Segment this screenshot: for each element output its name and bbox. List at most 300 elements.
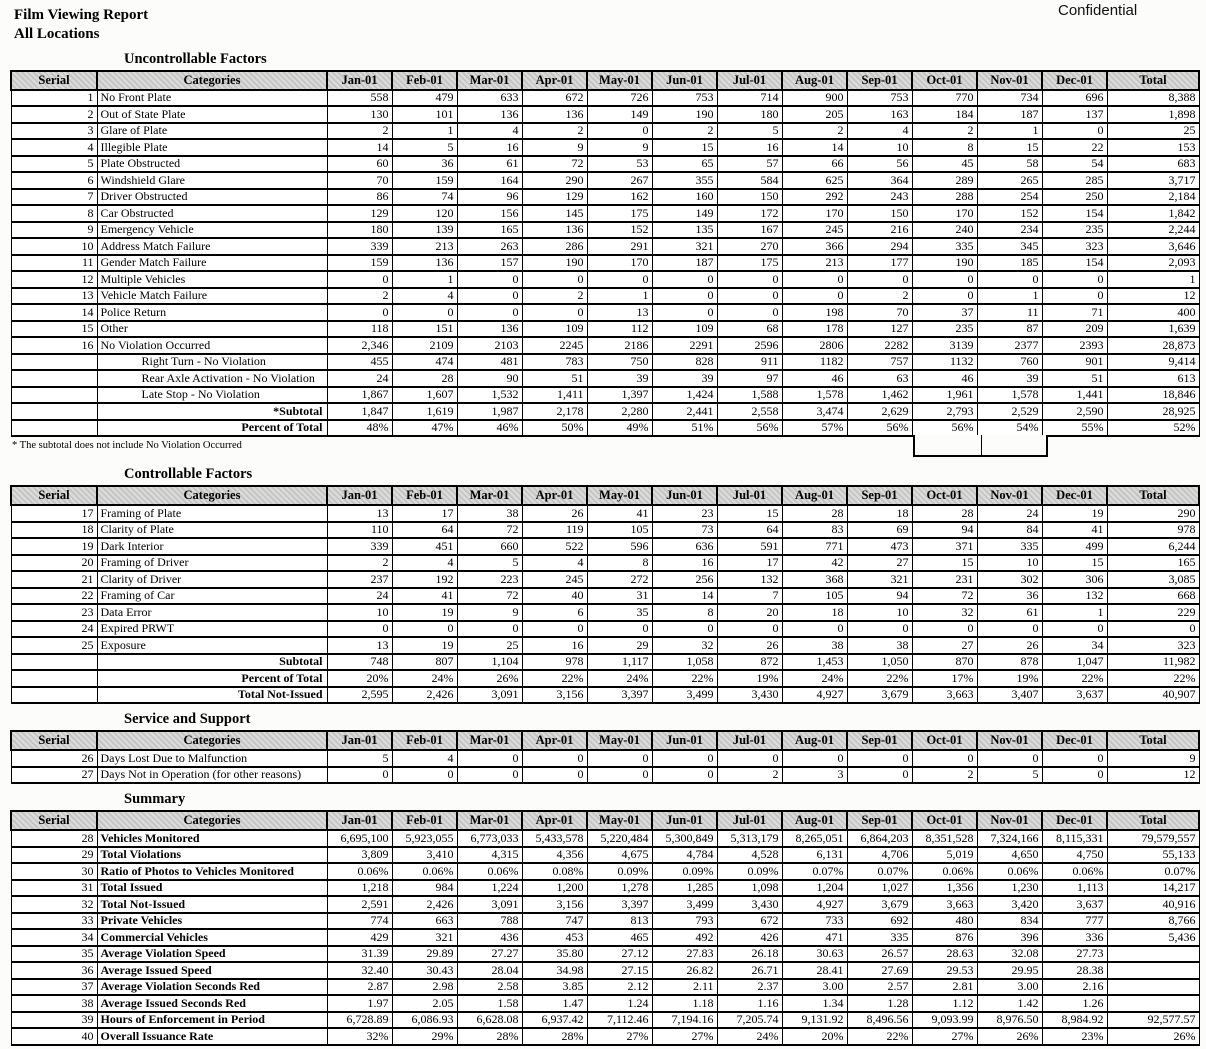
column-header: Serial (11, 811, 97, 830)
value-cell: 13 (327, 505, 392, 522)
table-row (11, 621, 1199, 638)
value-cell: 3,679 (847, 896, 912, 913)
table-row (11, 654, 1199, 671)
table-row (11, 337, 1199, 354)
value-cell: 136 (522, 222, 587, 239)
value-cell: 0.06% (912, 863, 977, 880)
category-cell: Multiple Vehicles (97, 271, 327, 288)
column-header: Total (1107, 731, 1199, 750)
value-cell: 39 (652, 370, 717, 387)
table-row (11, 896, 1199, 913)
value-cell: 747 (522, 913, 587, 930)
table-row (11, 588, 1199, 605)
value-cell: 187 (977, 106, 1042, 123)
category-cell: Plate Obstructed (97, 156, 327, 173)
value-cell: 28.63 (912, 946, 977, 963)
value-cell: 5,300,849 (652, 830, 717, 847)
value-cell: 27 (912, 637, 977, 654)
value-cell: 272 (587, 571, 652, 588)
serial-cell: 34 (11, 929, 97, 946)
value-cell: 4,927 (782, 896, 847, 913)
column-header: Categories (97, 71, 327, 90)
column-header: Apr-01 (522, 731, 587, 750)
value-cell: 29% (392, 1028, 457, 1045)
table-row (11, 205, 1199, 222)
value-cell: 0 (522, 271, 587, 288)
value-cell: 771 (782, 538, 847, 555)
value-cell: 3,499 (652, 896, 717, 913)
value-cell: 216 (847, 222, 912, 239)
serial-cell: 26 (11, 750, 97, 767)
value-cell: 170 (587, 255, 652, 272)
value-cell: 5,313,179 (717, 830, 782, 847)
value-cell: 0 (847, 750, 912, 767)
value-cell: 0 (717, 750, 782, 767)
value-cell: 213 (782, 255, 847, 272)
value-cell: 368 (782, 571, 847, 588)
value-cell: 0 (522, 304, 587, 321)
serial-cell (11, 654, 97, 671)
value-cell: 41 (587, 505, 652, 522)
value-cell: 118 (327, 321, 392, 338)
serial-cell (11, 403, 97, 420)
value-cell: 1.12 (912, 995, 977, 1012)
value-cell: 61 (457, 156, 522, 173)
value-cell: 0 (717, 271, 782, 288)
category-cell: Private Vehicles (97, 913, 327, 930)
value-cell: 35 (587, 604, 652, 621)
header-row (11, 486, 1199, 505)
table-row (11, 505, 1199, 522)
total-cell: 22% (1107, 670, 1199, 687)
value-cell: 750 (587, 354, 652, 371)
value-cell: 4,315 (457, 847, 522, 864)
value-cell: 306 (1042, 571, 1107, 588)
value-cell: 26.82 (652, 962, 717, 979)
value-cell: 2393 (1042, 337, 1107, 354)
serial-cell: 11 (11, 255, 97, 272)
value-cell: 1,847 (327, 403, 392, 420)
value-cell: 285 (1042, 172, 1107, 189)
value-cell: 4 (522, 555, 587, 572)
value-cell: 7,194.16 (652, 1012, 717, 1029)
serial-cell: 22 (11, 588, 97, 605)
value-cell: 753 (847, 90, 912, 107)
value-cell: 714 (717, 90, 782, 107)
category-cell: Vehicles Monitored (97, 830, 327, 847)
value-cell: 8 (912, 139, 977, 156)
value-cell: 1 (1042, 604, 1107, 621)
column-header: Jan-01 (327, 811, 392, 830)
value-cell: 770 (912, 90, 977, 107)
value-cell: 3,809 (327, 847, 392, 864)
table-row (11, 1012, 1199, 1029)
value-cell: 65 (652, 156, 717, 173)
value-cell: 0.06% (1042, 863, 1107, 880)
value-cell: 24 (977, 505, 1042, 522)
category-cell: Framing of Plate (97, 505, 327, 522)
value-cell: 3,637 (1042, 896, 1107, 913)
value-cell: 27 (847, 555, 912, 572)
value-cell: 1,987 (457, 403, 522, 420)
value-cell: 32% (327, 1028, 392, 1045)
value-cell: 72 (457, 588, 522, 605)
serial-cell: 25 (11, 637, 97, 654)
value-cell: 24% (587, 670, 652, 687)
value-cell: 2377 (977, 337, 1042, 354)
value-cell: 15 (912, 555, 977, 572)
value-cell: 1,113 (1042, 880, 1107, 897)
value-cell: 3139 (912, 337, 977, 354)
value-cell: 152 (587, 222, 652, 239)
total-cell: 14,217 (1107, 880, 1199, 897)
value-cell: 2,178 (522, 403, 587, 420)
value-cell: 828 (652, 354, 717, 371)
value-cell: 18 (782, 604, 847, 621)
value-cell: 1,356 (912, 880, 977, 897)
value-cell: 34 (1042, 637, 1107, 654)
value-cell: 120 (392, 205, 457, 222)
value-cell: 1.18 (652, 995, 717, 1012)
empty-stub-box (913, 435, 1048, 457)
value-cell: 27% (587, 1028, 652, 1045)
serial-cell: 28 (11, 830, 97, 847)
value-cell: 49% (587, 420, 652, 437)
value-cell: 19 (392, 637, 457, 654)
table-row (11, 189, 1199, 206)
column-header: Apr-01 (522, 811, 587, 830)
category-cell: Average Violation Seconds Red (97, 979, 327, 996)
value-cell: 28 (782, 505, 847, 522)
value-cell: 265 (977, 172, 1042, 189)
value-cell: 290 (522, 172, 587, 189)
category-cell: Out of State Plate (97, 106, 327, 123)
value-cell: 2245 (522, 337, 587, 354)
value-cell: 1,532 (457, 387, 522, 404)
value-cell: 3.85 (522, 979, 587, 996)
table-row (11, 880, 1199, 897)
value-cell: 0.06% (327, 863, 392, 880)
value-cell: 20% (782, 1028, 847, 1045)
value-cell: 46 (912, 370, 977, 387)
value-cell: 692 (847, 913, 912, 930)
value-cell: 1,867 (327, 387, 392, 404)
value-cell: 3,091 (457, 687, 522, 704)
value-cell: 237 (327, 571, 392, 588)
value-cell: 1.97 (327, 995, 392, 1012)
column-header: Mar-01 (457, 731, 522, 750)
value-cell: 733 (782, 913, 847, 930)
value-cell: 0 (652, 304, 717, 321)
value-cell: 1,058 (652, 654, 717, 671)
value-cell: 5 (327, 750, 392, 767)
value-cell: 1.26 (1042, 995, 1107, 1012)
serial-cell: 6 (11, 172, 97, 189)
column-header: Dec-01 (1042, 811, 1107, 830)
column-header: Jul-01 (717, 71, 782, 90)
serial-cell: 7 (11, 189, 97, 206)
value-cell: 5 (717, 123, 782, 140)
value-cell: 1,578 (782, 387, 847, 404)
value-cell: 24 (327, 370, 392, 387)
value-cell: 28.38 (1042, 962, 1107, 979)
value-cell: 5 (977, 767, 1042, 784)
value-cell: 56 (847, 156, 912, 173)
value-cell: 788 (457, 913, 522, 930)
value-cell: 335 (847, 929, 912, 946)
table-row (11, 139, 1199, 156)
value-cell: 1.42 (977, 995, 1042, 1012)
value-cell: 3,474 (782, 403, 847, 420)
section-heading-service-support: Service and Support (124, 711, 251, 727)
value-cell: 3,663 (912, 896, 977, 913)
summary-table-container (6, 810, 1200, 1046)
value-cell: 63 (847, 370, 912, 387)
table-row (11, 913, 1199, 930)
uncontrollable-factors-table-container (6, 70, 1200, 438)
value-cell: 167 (717, 222, 782, 239)
value-cell: 136 (392, 255, 457, 272)
column-header: Total (1107, 486, 1199, 505)
value-cell: 0 (717, 288, 782, 305)
value-cell: 0 (912, 288, 977, 305)
value-cell: 7,205.74 (717, 1012, 782, 1029)
column-header: Oct-01 (912, 486, 977, 505)
value-cell: 10 (327, 604, 392, 621)
value-cell: 0 (1042, 271, 1107, 288)
value-cell: 27.83 (652, 946, 717, 963)
value-cell: 0.06% (392, 863, 457, 880)
value-cell: 172 (717, 205, 782, 222)
value-cell: 6,937.42 (522, 1012, 587, 1029)
value-cell: 137 (1042, 106, 1107, 123)
value-cell: 39 (587, 370, 652, 387)
value-cell: 130 (327, 106, 392, 123)
value-cell: 6,086.93 (392, 1012, 457, 1029)
column-header: Apr-01 (522, 486, 587, 505)
value-cell: 223 (457, 571, 522, 588)
value-cell: 0 (1042, 288, 1107, 305)
total-cell: 9,414 (1107, 354, 1199, 371)
value-cell: 38 (457, 505, 522, 522)
value-cell: 1,453 (782, 654, 847, 671)
value-cell: 3,407 (977, 687, 1042, 704)
value-cell: 60 (327, 156, 392, 173)
value-cell: 2,529 (977, 403, 1042, 420)
value-cell: 2 (327, 123, 392, 140)
value-cell: 426 (717, 929, 782, 946)
value-cell: 3,430 (717, 896, 782, 913)
value-cell: 3.00 (977, 979, 1042, 996)
serial-cell: 23 (11, 604, 97, 621)
total-cell: 3,717 (1107, 172, 1199, 189)
table-row (11, 370, 1199, 387)
table-row (11, 387, 1199, 404)
value-cell: 499 (1042, 538, 1107, 555)
value-cell: 87 (977, 321, 1042, 338)
value-cell: 22% (847, 1028, 912, 1045)
value-cell: 2103 (457, 337, 522, 354)
serial-cell: 3 (11, 123, 97, 140)
value-cell: 1,050 (847, 654, 912, 671)
value-cell: 54% (977, 420, 1042, 437)
value-cell: 366 (782, 238, 847, 255)
value-cell: 870 (912, 654, 977, 671)
value-cell: 672 (522, 90, 587, 107)
value-cell: 47% (392, 420, 457, 437)
value-cell: 74 (392, 189, 457, 206)
serial-cell: 21 (11, 571, 97, 588)
serial-cell: 16 (11, 337, 97, 354)
value-cell: 2,441 (652, 403, 717, 420)
value-cell: 29.53 (912, 962, 977, 979)
value-cell: 625 (782, 172, 847, 189)
value-cell: 41 (392, 588, 457, 605)
value-cell: 29 (587, 637, 652, 654)
category-cell: Illegible Plate (97, 139, 327, 156)
value-cell: 23% (1042, 1028, 1107, 1045)
value-cell: 813 (587, 913, 652, 930)
value-cell: 453 (522, 929, 587, 946)
value-cell: 2291 (652, 337, 717, 354)
value-cell: 1.34 (782, 995, 847, 1012)
value-cell: 149 (587, 106, 652, 123)
column-header: Jul-01 (717, 486, 782, 505)
value-cell: 1 (977, 288, 1042, 305)
column-header: Sep-01 (847, 486, 912, 505)
value-cell: 26.71 (717, 962, 782, 979)
table-row (11, 604, 1199, 621)
value-cell: 13 (327, 637, 392, 654)
value-cell: 774 (327, 913, 392, 930)
column-header: Nov-01 (977, 71, 1042, 90)
value-cell: 900 (782, 90, 847, 107)
value-cell: 26% (977, 1028, 1042, 1045)
value-cell: 180 (717, 106, 782, 123)
category-cell: Vehicle Match Failure (97, 288, 327, 305)
value-cell: 3,397 (587, 687, 652, 704)
column-header: May-01 (587, 486, 652, 505)
column-header: Oct-01 (912, 731, 977, 750)
value-cell: 38 (847, 637, 912, 654)
category-cell: Percent of Total (97, 420, 327, 437)
value-cell: 105 (782, 588, 847, 605)
value-cell: 24 (327, 588, 392, 605)
value-cell: 22% (522, 670, 587, 687)
serial-cell: 12 (11, 271, 97, 288)
value-cell: 28% (522, 1028, 587, 1045)
value-cell: 4,356 (522, 847, 587, 864)
page-title: Film Viewing Report (14, 7, 149, 23)
value-cell: 2 (522, 288, 587, 305)
column-header: Aug-01 (782, 486, 847, 505)
total-cell: 323 (1107, 637, 1199, 654)
value-cell: 4 (392, 555, 457, 572)
column-header: Apr-01 (522, 71, 587, 90)
value-cell: 4,675 (587, 847, 652, 864)
value-cell: 2.11 (652, 979, 717, 996)
value-cell: 267 (587, 172, 652, 189)
category-cell: Data Error (97, 604, 327, 621)
value-cell: 0 (977, 621, 1042, 638)
value-cell: 243 (847, 189, 912, 206)
value-cell: 1.47 (522, 995, 587, 1012)
value-cell: 31.39 (327, 946, 392, 963)
value-cell: 159 (327, 255, 392, 272)
value-cell: 474 (392, 354, 457, 371)
value-cell: 129 (522, 189, 587, 206)
value-cell: 19 (392, 604, 457, 621)
table-row (11, 522, 1199, 539)
value-cell: 22% (1042, 670, 1107, 687)
value-cell: 0 (652, 271, 717, 288)
category-cell: Commercial Vehicles (97, 929, 327, 946)
value-cell: 1 (392, 271, 457, 288)
value-cell: 2.37 (717, 979, 782, 996)
value-cell: 2.98 (392, 979, 457, 996)
value-cell: 136 (522, 106, 587, 123)
value-cell: 61 (977, 604, 1042, 621)
value-cell: 3 (782, 767, 847, 784)
header-row (11, 71, 1199, 90)
value-cell: 757 (847, 354, 912, 371)
total-cell: 2,184 (1107, 189, 1199, 206)
value-cell: 0 (912, 271, 977, 288)
value-cell: 1,218 (327, 880, 392, 897)
table-row (11, 304, 1199, 321)
value-cell: 289 (912, 172, 977, 189)
column-header: Aug-01 (782, 71, 847, 90)
value-cell: 23 (652, 505, 717, 522)
value-cell: 175 (717, 255, 782, 272)
value-cell: 72 (522, 156, 587, 173)
value-cell: 1,424 (652, 387, 717, 404)
value-cell: 164 (457, 172, 522, 189)
value-cell: 109 (522, 321, 587, 338)
column-header: Dec-01 (1042, 731, 1107, 750)
column-header: Sep-01 (847, 731, 912, 750)
column-header: Jul-01 (717, 731, 782, 750)
total-cell: 79,579,557 (1107, 830, 1199, 847)
value-cell: 4 (392, 750, 457, 767)
value-cell: 6,131 (782, 847, 847, 864)
category-cell: Windshield Glare (97, 172, 327, 189)
serial-cell: 32 (11, 896, 97, 913)
value-cell: 31 (587, 588, 652, 605)
total-cell: 8,388 (1107, 90, 1199, 107)
value-cell: 156 (457, 205, 522, 222)
value-cell: 0 (652, 767, 717, 784)
value-cell: 35.80 (522, 946, 587, 963)
value-cell: 184 (912, 106, 977, 123)
confidential-label: Confidential (1058, 2, 1138, 19)
value-cell: 139 (392, 222, 457, 239)
value-cell: 371 (912, 538, 977, 555)
value-cell: 10 (847, 604, 912, 621)
total-cell (1107, 995, 1199, 1012)
column-header: Jul-01 (717, 811, 782, 830)
value-cell: 41 (1042, 522, 1107, 539)
uncontrollable-table (10, 70, 1200, 438)
value-cell: 0 (1042, 123, 1107, 140)
value-cell: 8 (652, 604, 717, 621)
value-cell: 149 (652, 205, 717, 222)
value-cell: 9 (587, 139, 652, 156)
category-cell: Late Stop - No Violation (97, 387, 327, 404)
value-cell: 36 (392, 156, 457, 173)
value-cell: 4,927 (782, 687, 847, 704)
value-cell: 0 (392, 304, 457, 321)
